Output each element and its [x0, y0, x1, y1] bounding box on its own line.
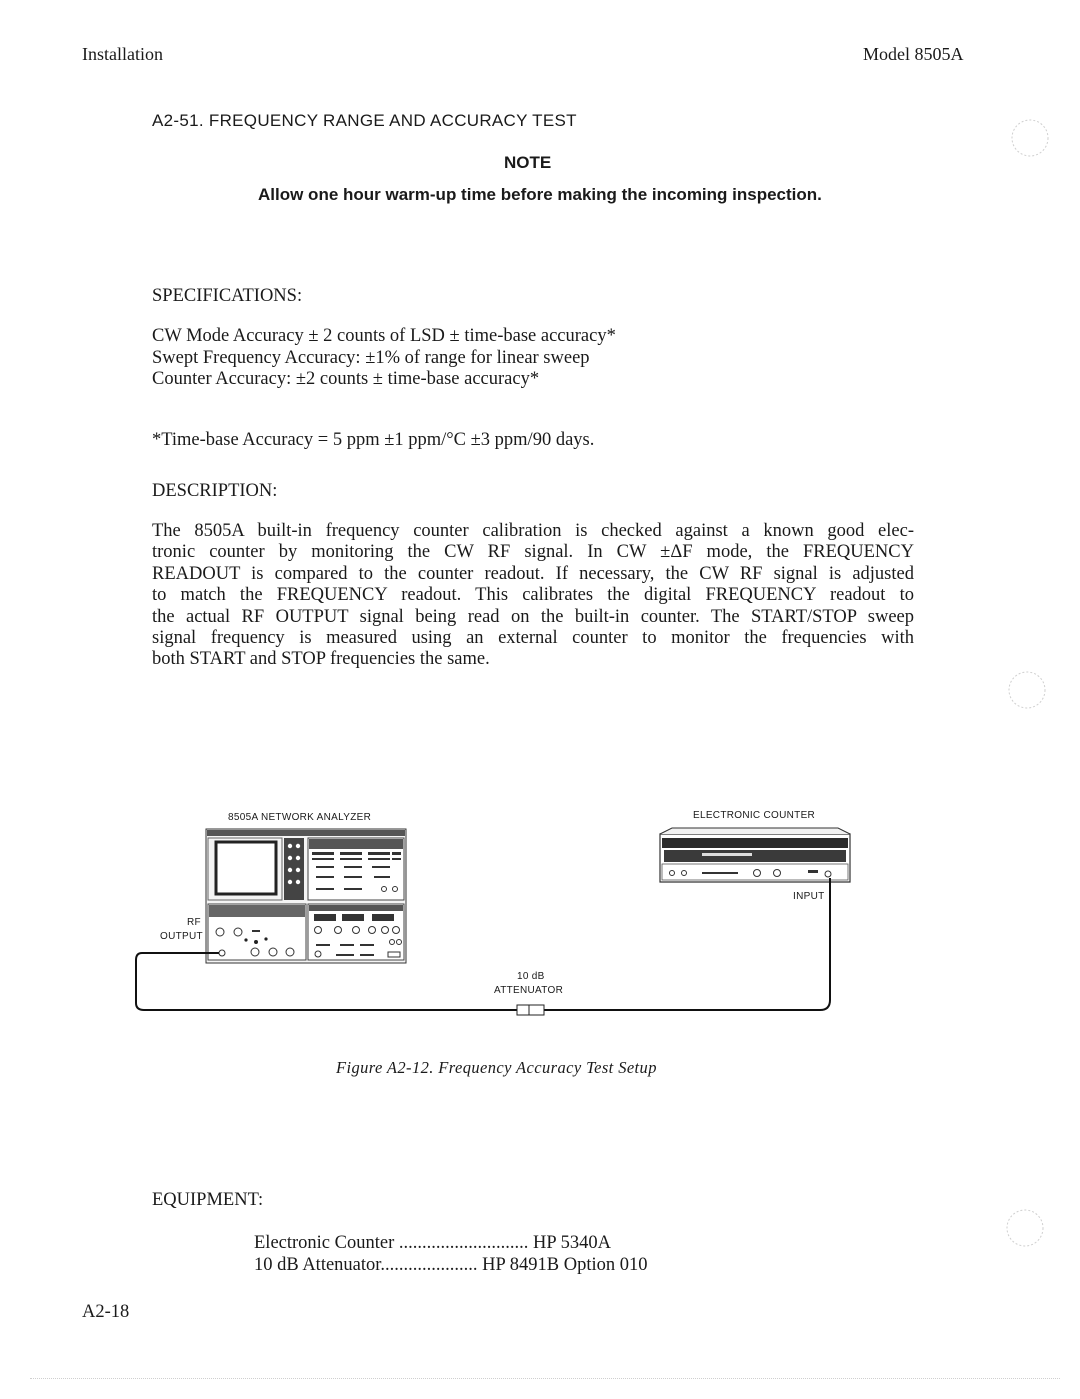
binder-hole-top [1012, 120, 1048, 156]
spec-line-swept: Swept Frequency Accuracy: ±1% of range for linear sweep [152, 347, 590, 368]
spec-line-cw-mode: CW Mode Accuracy ± 2 counts of LSD ± time-base accuracy* [152, 326, 616, 346]
binder-hole-middle [1009, 672, 1045, 708]
attenuator-label-name: ATTENUATOR [494, 985, 564, 996]
input-label: INPUT [793, 891, 825, 902]
equipment-heading: EQUIPMENT: [152, 1190, 264, 1210]
equipment-name: 10 dB Attenuator [254, 1255, 381, 1275]
equipment-model: HP 8491B Option 010 [482, 1255, 648, 1275]
running-header-left: Installation [82, 44, 163, 64]
equipment-leader: ..................... [380, 1255, 483, 1275]
counter-label: ELECTRONIC COUNTER [693, 810, 816, 821]
scan-edge [30, 1378, 1060, 1380]
section-title: A2-51. FREQUENCY RANGE AND ACCURACY TEST [152, 111, 577, 130]
running-header-right: Model 8505A [863, 44, 964, 64]
page-number: A2-18 [82, 1302, 130, 1322]
note-title: NOTE [504, 153, 552, 172]
equipment-name: Electronic Counter [254, 1233, 395, 1253]
attenuator-label-value: 10 dB [517, 971, 545, 982]
spec-line-counter: Counter Accuracy: ±2 counts ± time-base accuracy* [152, 369, 540, 389]
description-line: signal frequency is measured using an external counter to monitor the frequencies with [152, 628, 914, 649]
equipment-leader: ............................ [394, 1233, 533, 1253]
spec-footnote: *Time-base Accuracy = 5 ppm ±1 ppm/°C ±3 ppm/90 days. [152, 430, 595, 450]
description-line: tronic counter by monitoring the CW RF signal. In CW ±ΔF mode, the FREQUENCY [152, 542, 914, 563]
figure-caption: Figure A2-12. Frequency Accuracy Test Setup [336, 1058, 657, 1077]
description-heading: DESCRIPTION: [152, 481, 278, 501]
rf-label: RF [187, 917, 201, 928]
description-line: The 8505A built-in frequency counter calibration is checked against a known good elec- [152, 521, 914, 541]
description-line: to match the FREQUENCY readout. This calibrates the digital FREQUENCY readout to [152, 585, 914, 606]
note-body: Allow one hour warm-up time before making the incoming inspection. [258, 185, 822, 204]
analyzer-label: 8505A NETWORK ANALYZER [228, 812, 372, 823]
equipment-model: HP 5340A [533, 1233, 611, 1253]
binder-hole-bottom [1007, 1210, 1043, 1246]
specifications-heading: SPECIFICATIONS: [152, 286, 303, 306]
description-line: the actual RF OUTPUT signal being read on the built-in counter. The START/STOP sweep [152, 606, 914, 627]
output-label: OUTPUT [160, 931, 203, 942]
description-line: both START and STOP frequencies the same. [152, 649, 490, 670]
description-line: READOUT is compared to the counter readout. If necessary, the CW RF signal is adjusted [152, 563, 914, 584]
